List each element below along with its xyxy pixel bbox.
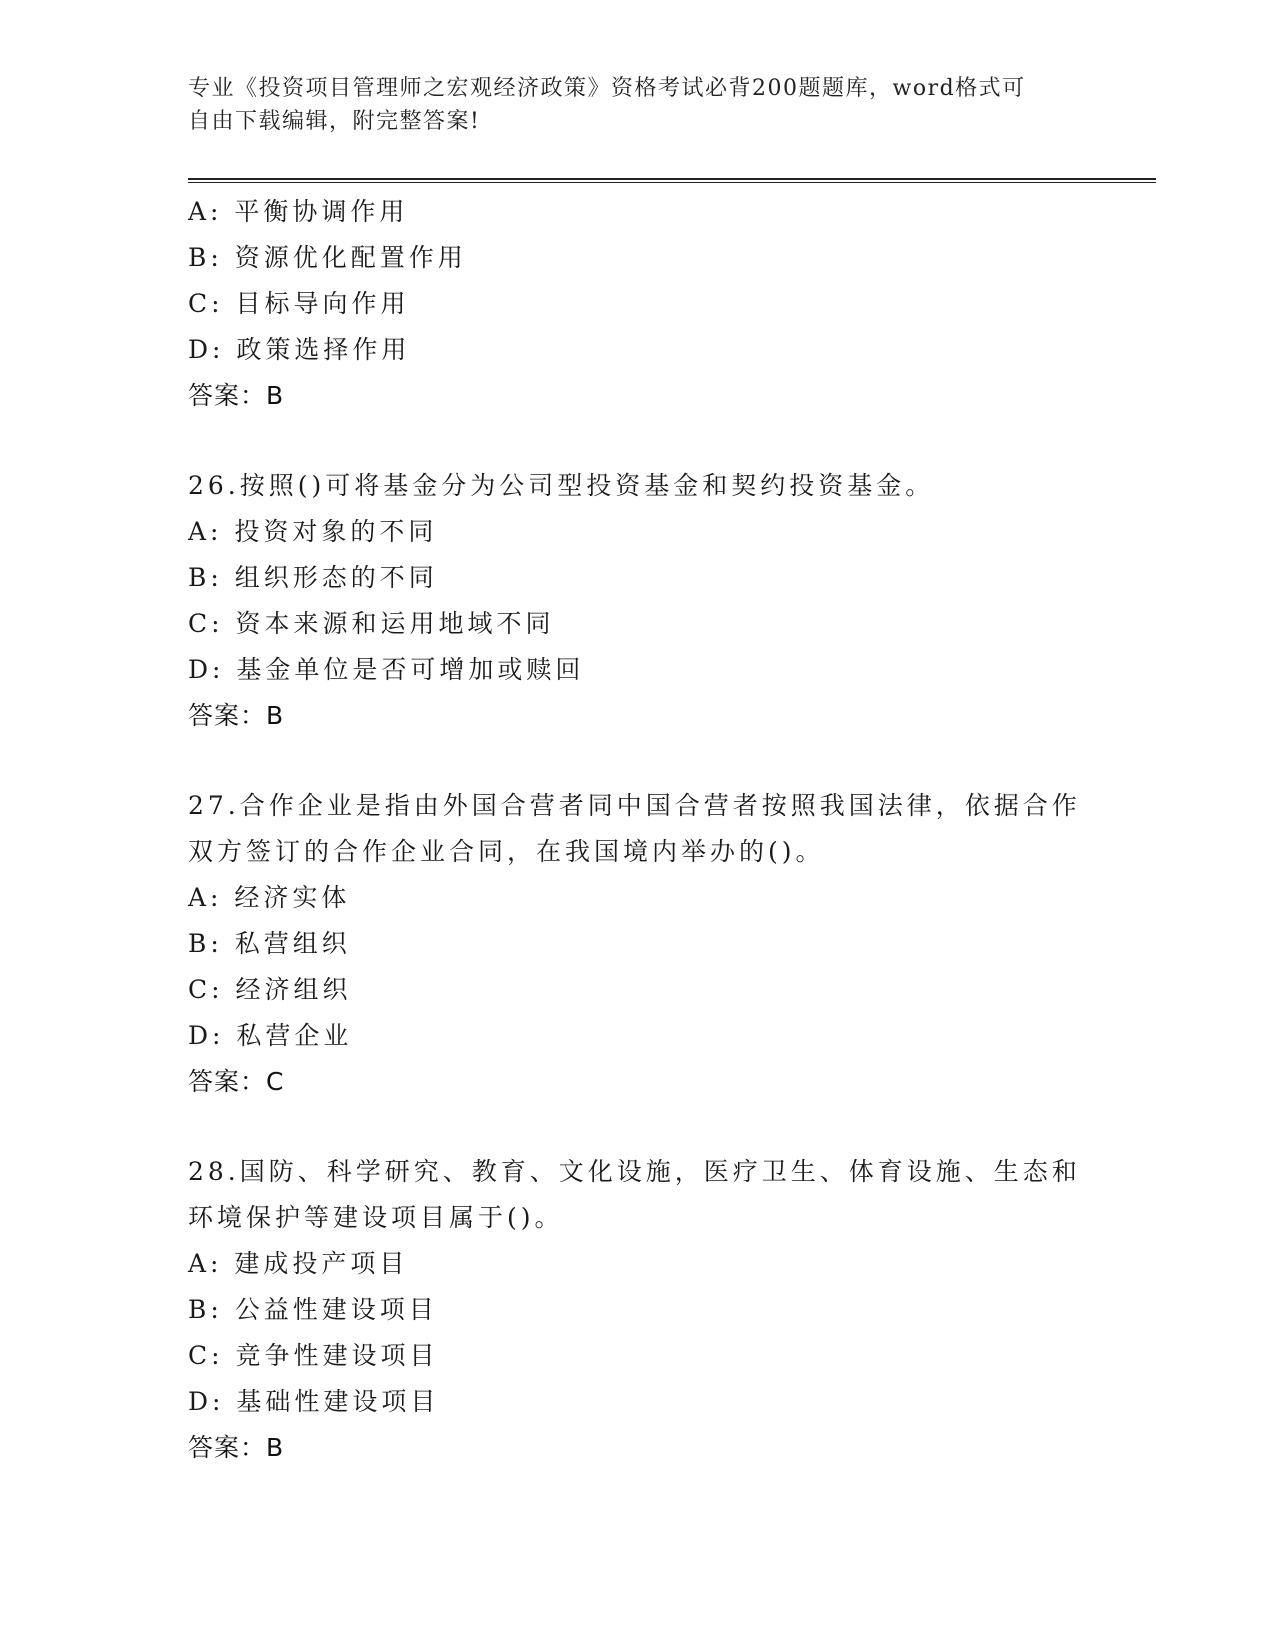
answer-line: 答案：C <box>188 1067 285 1096</box>
answer-line: 答案：B <box>188 701 285 730</box>
option-c: C: 目标导向作用 <box>188 289 410 318</box>
option-a: A: 投资对象的不同 <box>188 517 438 546</box>
option-b: B: 组织形态的不同 <box>188 563 438 592</box>
answer-line: 答案：B <box>188 381 285 410</box>
spacer <box>188 1105 1088 1149</box>
header-divider <box>188 178 1156 183</box>
question-stem-line-1: 27.合作企业是指由外国合营者同中国合营者按照我国法律，依据合作 <box>188 791 1081 820</box>
spacer <box>188 739 1088 783</box>
question-block-27 <box>188 783 1088 1105</box>
option-d: D: 政策选择作用 <box>188 335 411 364</box>
question-list <box>188 189 1088 1471</box>
option-d: D: 基础性建设项目 <box>188 1387 440 1416</box>
question-stem-line-2: 双方签订的合作企业合同，在我国境内举办的()。 <box>188 837 825 866</box>
document-header <box>188 72 1088 138</box>
option-d: D: 私营企业 <box>188 1021 353 1050</box>
question-block-25-partial <box>188 189 1088 419</box>
question-stem-line-2: 环境保护等建设项目属于()。 <box>188 1203 564 1232</box>
option-d: D: 基金单位是否可增加或赎回 <box>188 655 585 684</box>
answer-line: 答案：B <box>188 1433 285 1462</box>
question-stem-line-1: 28.国防、科学研究、教育、文化设施，医疗卫生、体育设施、生态和 <box>188 1157 1081 1186</box>
option-c: C: 经济组织 <box>188 975 352 1004</box>
option-a: A: 建成投产项目 <box>188 1249 409 1278</box>
option-a: A: 经济实体 <box>188 883 351 912</box>
option-b: B: 私营组织 <box>188 929 351 958</box>
question-block-26 <box>188 463 1088 739</box>
question-stem: 26.按照()可将基金分为公司型投资基金和契约投资基金。 <box>188 471 935 500</box>
spacer <box>188 419 1088 463</box>
question-block-28 <box>188 1149 1088 1471</box>
header-title-line-1: 专业《投资项目管理师之宏观经济政策》资格考试必背200题题库，word格式可 <box>188 76 1026 101</box>
option-c: C: 竞争性建设项目 <box>188 1341 439 1370</box>
header-title-line-2: 自由下载编辑，附完整答案! <box>188 109 481 134</box>
option-b: B: 公益性建设项目 <box>188 1295 438 1324</box>
option-c: C: 资本来源和运用地域不同 <box>188 609 555 638</box>
option-b: B: 资源优化配置作用 <box>188 243 467 272</box>
option-a: A: 平衡协调作用 <box>188 197 409 226</box>
